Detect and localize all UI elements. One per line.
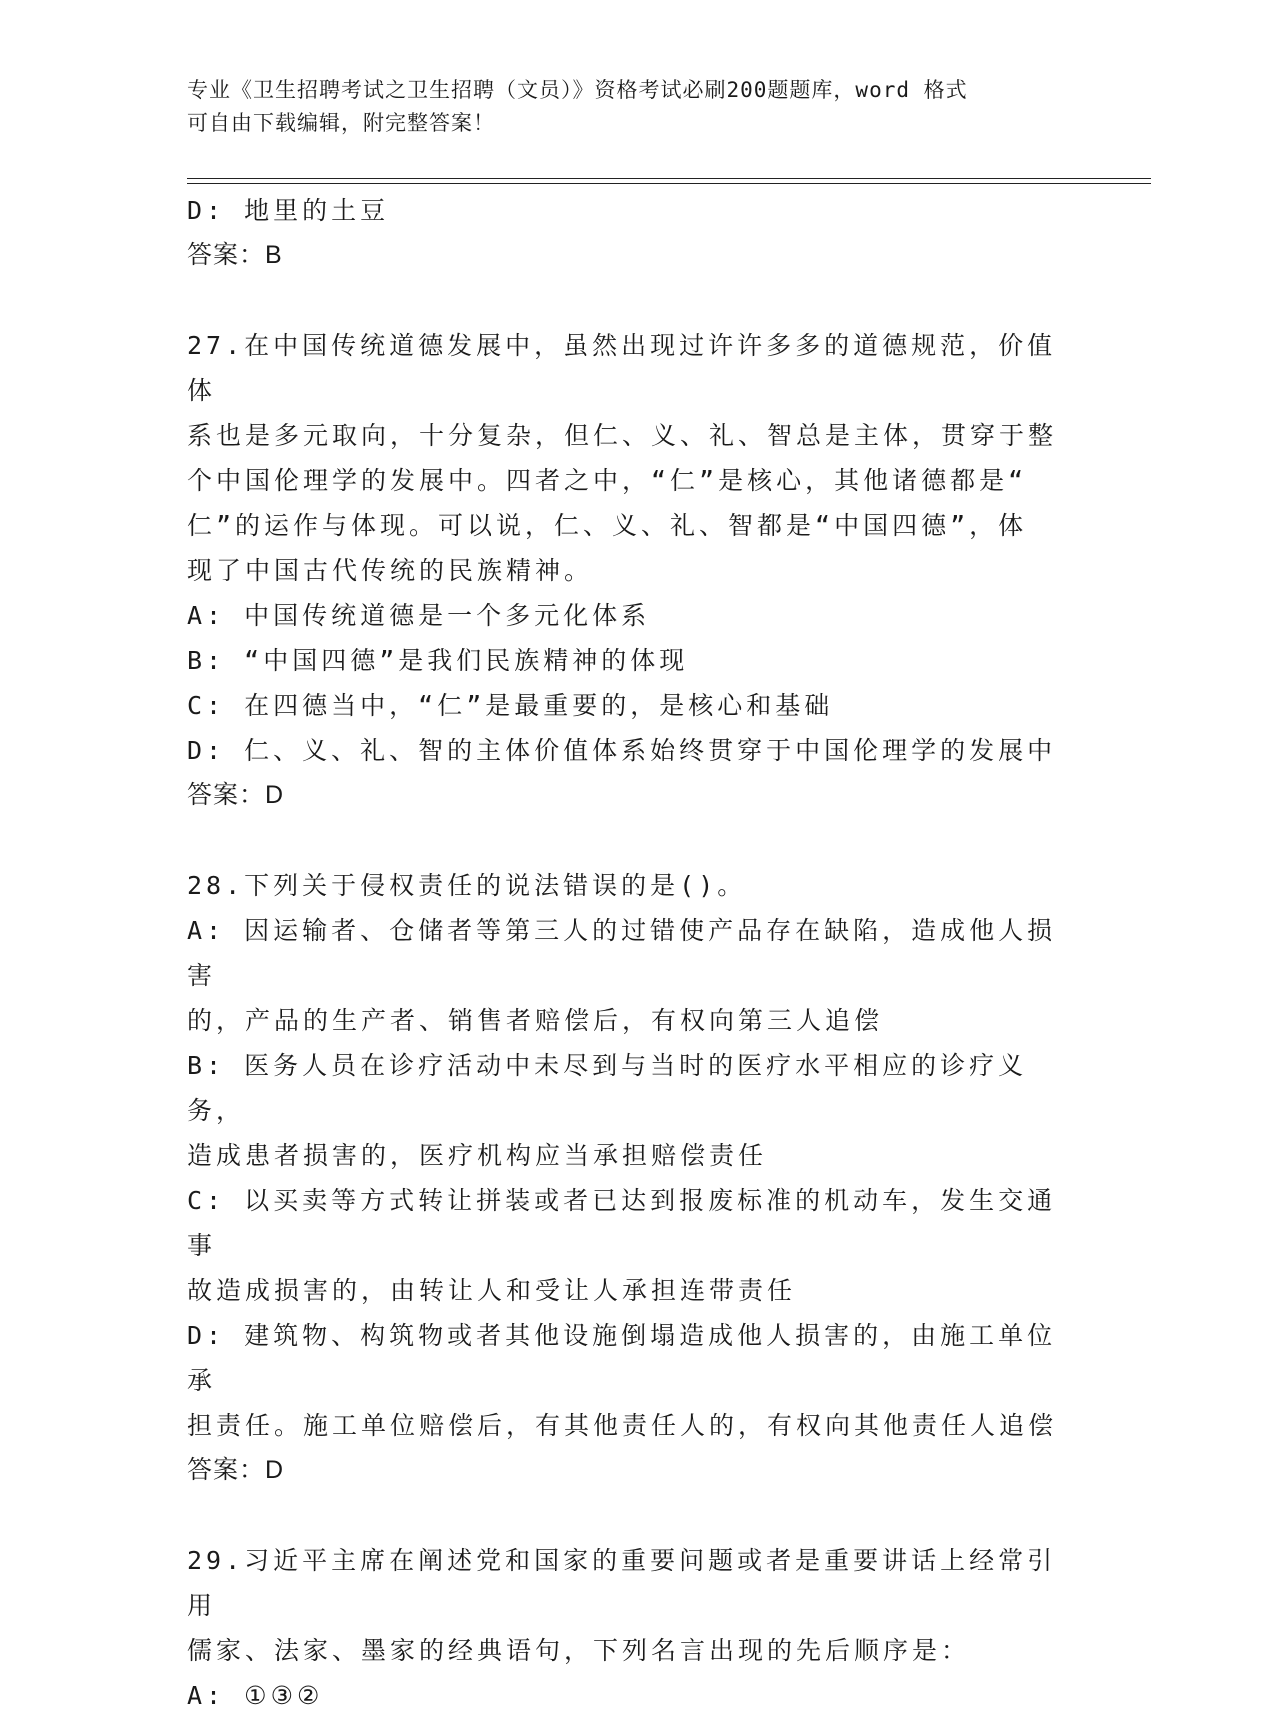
question-stem-line: 27.在中国传统道德发展中，虽然出现过许许多多的道德规范，价值体	[187, 331, 1057, 405]
spacer	[187, 1493, 1077, 1538]
option-c-line: C: 以买卖等方式转让拼装或者已达到报废标准的机动车，发生交通事	[187, 1186, 1057, 1260]
answer-line: 答案：D	[187, 781, 285, 809]
answer-line: 答案：B	[187, 241, 283, 269]
spacer	[187, 818, 1077, 863]
option-d: D: 地里的土豆	[187, 196, 390, 225]
question-stem-line: 儒家、法家、墨家的经典语句，下列名言出现的先后顺序是：	[187, 1636, 971, 1665]
option-b-line: 造成患者损害的，医疗机构应当承担赔偿责任	[187, 1141, 768, 1170]
question-26-tail	[187, 188, 1077, 278]
question-stem-line: 系也是多元取向，十分复杂，但仁、义、礼、智总是主体，贯穿于整	[187, 421, 1058, 450]
page-header	[187, 74, 1067, 140]
option-b: B: “中国四德”是我们民族精神的体现	[187, 646, 689, 675]
question-29	[187, 1538, 1077, 1718]
question-stem-line: 仁”的运作与体现。可以说，仁、义、礼、智都是“中国四德”，体	[187, 511, 1028, 540]
question-27	[187, 323, 1077, 818]
question-stem-line: 个中国伦理学的发展中。四者之中，“仁”是核心，其他诸德都是“	[187, 466, 1028, 495]
option-a: A: ①③②	[187, 1681, 324, 1710]
option-d-line: 担责任。施工单位赔偿后，有其他责任人的，有权向其他责任人追偿	[187, 1411, 1058, 1440]
question-stem-line: 现了中国古代传统的民族精神。	[187, 556, 594, 585]
option-b-line: B: 医务人员在诊疗活动中未尽到与当时的医疗水平相应的诊疗义务，	[187, 1051, 1028, 1125]
header-divider	[187, 178, 1151, 184]
option-a-line: 的，产品的生产者、销售者赔偿后，有权向第三人追偿	[187, 1006, 884, 1035]
spacer	[187, 278, 1077, 323]
header-line-1: 专业《卫生招聘考试之卫生招聘（文员）》资格考试必刷200题题库，word 格式	[187, 78, 968, 102]
option-d-line: D: 建筑物、构筑物或者其他设施倒塌造成他人损害的，由施工单位承	[187, 1321, 1057, 1395]
option-a: A: 中国传统道德是一个多元化体系	[187, 601, 651, 630]
option-c-line: 故造成损害的，由转让人和受让人承担连带责任	[187, 1276, 797, 1305]
header-line-2: 可自由下载编辑，附完整答案！	[187, 111, 495, 135]
document-body	[187, 188, 1077, 1718]
answer-line: 答案：D	[187, 1456, 285, 1484]
option-c: C: 在四德当中，“仁”是最重要的，是核心和基础	[187, 691, 834, 720]
question-stem: 28.下列关于侵权责任的说法错误的是()。	[187, 871, 747, 900]
question-stem-line: 29.习近平主席在阐述党和国家的重要问题或者是重要讲话上经常引用	[187, 1546, 1057, 1620]
option-a-line: A: 因运输者、仓储者等第三人的过错使产品存在缺陷，造成他人损害	[187, 916, 1057, 990]
option-d: D: 仁、义、礼、智的主体价值体系始终贯穿于中国伦理学的发展中	[187, 736, 1057, 765]
question-28	[187, 863, 1077, 1493]
